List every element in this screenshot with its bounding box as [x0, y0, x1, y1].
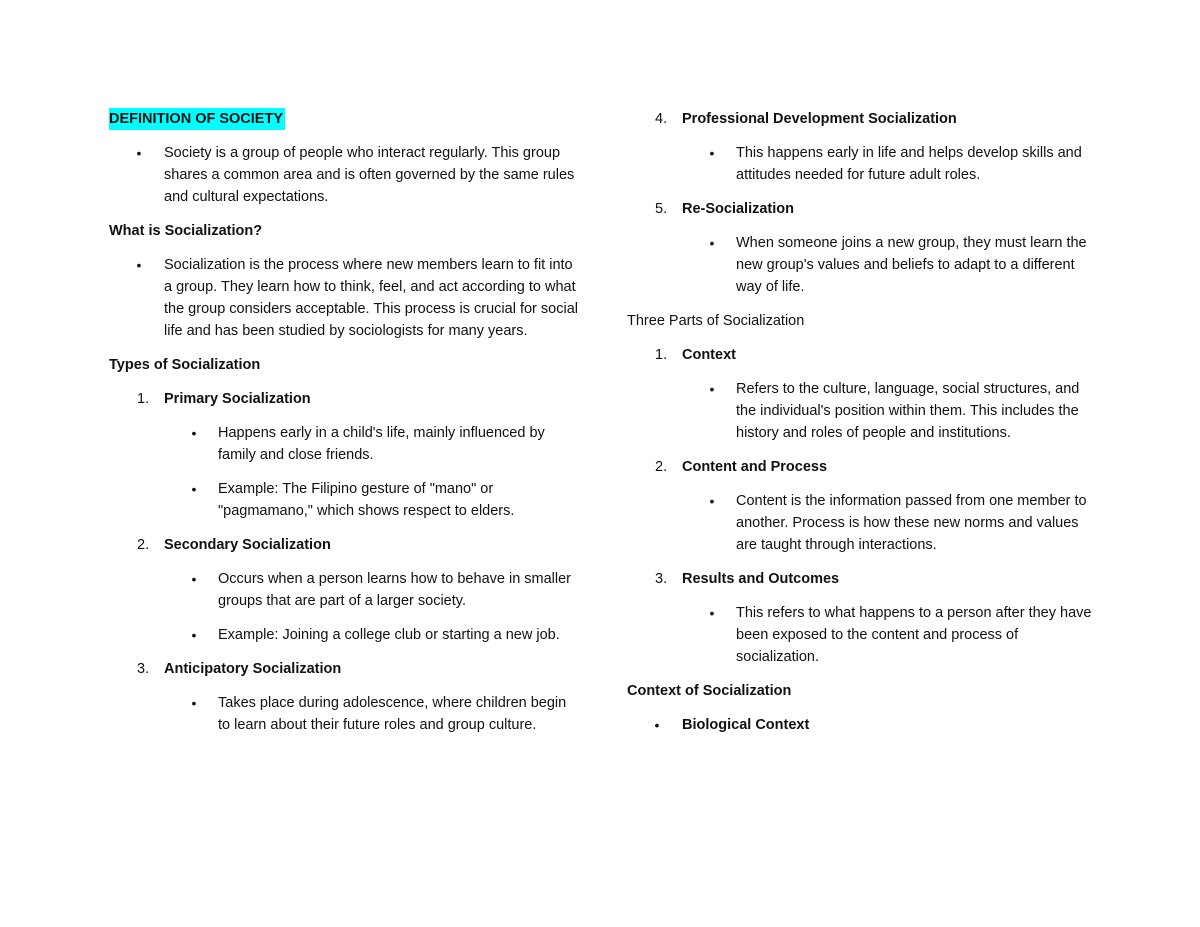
item-number: 3. [137, 661, 150, 677]
bullet-icon: • [709, 381, 715, 397]
item-title: Primary Socialization [164, 391, 311, 407]
item-number: 1. [655, 347, 668, 363]
right-column [627, 108, 1097, 736]
item-text: Occurs when a person learns how to behave in smaller groups that are part of a larger society. [218, 571, 572, 609]
bullet-icon: • [136, 145, 142, 161]
list-item [109, 254, 579, 342]
item-text: This happens early in life and helps develop skills and attitudes needed for future adult roles. [736, 145, 1082, 183]
highlight: DEFINITION OF SOCIETY [109, 108, 285, 130]
list-item [109, 692, 579, 736]
parts-heading: Three Parts of Socialization [627, 313, 805, 329]
item-text: This refers to what happens to a person after they have been exposed to the content and process of socialization. [736, 605, 1092, 665]
item-number: 5. [655, 201, 668, 217]
item-title: Context [682, 347, 736, 363]
list-item [627, 142, 1097, 186]
list-item [627, 490, 1097, 556]
definition-text: Society is a group of people who interact regularly. This group shares a common area and is often governed by the same rules and cultural expectations. [164, 145, 575, 205]
bullet-icon: • [191, 481, 197, 497]
item-title: Professional Development Socialization [682, 111, 957, 127]
list-item [109, 422, 579, 466]
item-title: Secondary Socialization [164, 537, 331, 553]
numbered-item [627, 568, 1097, 590]
item-number: 2. [137, 537, 150, 553]
context-item: Biological Context [682, 717, 810, 733]
list-item [109, 142, 579, 208]
item-text: Example: Joining a college club or starting a new job. [218, 627, 560, 643]
context-heading: Context of Socialization [627, 683, 792, 699]
bullet-icon: • [191, 695, 197, 711]
item-title: Content and Process [682, 459, 828, 475]
list-item [109, 568, 579, 612]
bullet-icon: • [136, 257, 142, 273]
socialization-heading: What is Socialization? [109, 223, 263, 239]
item-title: Results and Outcomes [682, 571, 840, 587]
numbered-item [627, 108, 1097, 130]
item-number: 2. [655, 459, 668, 475]
bullet-icon: • [191, 425, 197, 441]
item-text: Takes place during adolescence, where children begin to learn about their future roles and group culture. [218, 695, 567, 733]
bullet-icon: • [709, 493, 715, 509]
item-text: When someone joins a new group, they must learn the new group's values and beliefs to adapt to a different way of life. [736, 235, 1087, 295]
item-number: 3. [655, 571, 668, 587]
numbered-item [627, 198, 1097, 220]
bullet-icon: • [709, 605, 715, 621]
bullet-icon: • [191, 627, 197, 643]
numbered-item [627, 344, 1097, 366]
item-title: Re-Socialization [682, 201, 794, 217]
item-number: 1. [137, 391, 150, 407]
types-heading: Types of Socialization [109, 357, 261, 373]
left-column [109, 108, 579, 736]
numbered-item [109, 388, 579, 410]
item-number: 4. [655, 111, 668, 127]
list-item [109, 478, 579, 522]
bullet-icon: • [709, 235, 715, 251]
numbered-item [109, 534, 579, 556]
bullet-icon: • [654, 717, 660, 733]
definition-heading [109, 108, 579, 130]
item-text: Happens early in a child's life, mainly influenced by family and close friends. [218, 425, 545, 463]
socialization-text: Socialization is the process where new members learn to fit into a group. They learn how to think, feel, and act according to what the group considers acceptable. This process is crucial for social life and has been studied by sociologists for many years. [164, 257, 578, 339]
list-item [627, 714, 1097, 736]
item-text: Example: The Filipino gesture of "mano" or "pagmamano," which shows respect to elders. [218, 481, 515, 519]
list-item [627, 378, 1097, 444]
item-text: Refers to the culture, language, social structures, and the individual's position within them. This includes the history and roles of people and institutions. [736, 381, 1080, 441]
bullet-icon: • [191, 571, 197, 587]
numbered-item [109, 658, 579, 680]
bullet-icon: • [709, 145, 715, 161]
item-title: Anticipatory Socialization [164, 661, 342, 677]
list-item [627, 602, 1097, 668]
list-item [109, 624, 579, 646]
numbered-item [627, 456, 1097, 478]
item-text: Content is the information passed from one member to another. Process is how these new norms and values are taught through interactions. [736, 493, 1087, 553]
list-item [627, 232, 1097, 298]
